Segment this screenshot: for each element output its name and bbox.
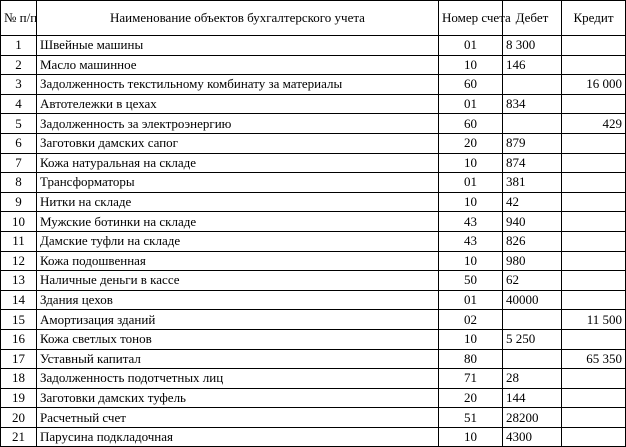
table-row: [1, 192, 626, 212]
object-name-cell: Задолженность подотчетных лиц: [37, 369, 439, 389]
debit-cell: [503, 114, 562, 134]
debit-cell: 980: [503, 251, 562, 271]
account-number-cell: 43: [439, 231, 503, 251]
account-number-cell: 10: [439, 153, 503, 173]
credit-cell: [562, 408, 626, 428]
table-row: [1, 94, 626, 114]
debit-cell: [503, 310, 562, 330]
row-number-cell: 3: [1, 75, 37, 95]
row-number-cell: 21: [1, 427, 37, 447]
credit-cell: [562, 231, 626, 251]
credit-cell: [562, 329, 626, 349]
credit-cell: [562, 36, 626, 56]
account-number-cell: 01: [439, 173, 503, 193]
account-number-cell: 20: [439, 133, 503, 153]
table-row: [1, 408, 626, 428]
table-row: [1, 173, 626, 193]
header-debit: Дебет: [503, 1, 562, 36]
debit-cell: 28200: [503, 408, 562, 428]
object-name-cell: Кожа светлых тонов: [37, 329, 439, 349]
table-row: [1, 349, 626, 369]
credit-cell: [562, 290, 626, 310]
row-number-cell: 5: [1, 114, 37, 134]
account-number-cell: 80: [439, 349, 503, 369]
row-number-cell: 20: [1, 408, 37, 428]
debit-cell: 8 300: [503, 36, 562, 56]
table-row: [1, 271, 626, 291]
account-number-cell: 10: [439, 427, 503, 447]
debit-cell: 5 250: [503, 329, 562, 349]
account-number-cell: 60: [439, 75, 503, 95]
account-number-cell: 10: [439, 329, 503, 349]
object-name-cell: Автотележки в цехах: [37, 94, 439, 114]
row-number-cell: 6: [1, 133, 37, 153]
row-number-cell: 19: [1, 388, 37, 408]
account-number-cell: 10: [439, 55, 503, 75]
debit-cell: 874: [503, 153, 562, 173]
debit-cell: 879: [503, 133, 562, 153]
credit-cell: [562, 251, 626, 271]
credit-cell: [562, 427, 626, 447]
credit-cell: [562, 133, 626, 153]
credit-cell: 429: [562, 114, 626, 134]
account-number-cell: 71: [439, 369, 503, 389]
object-name-cell: Дамские туфли на складе: [37, 231, 439, 251]
credit-cell: [562, 173, 626, 193]
table-row: [1, 212, 626, 232]
account-number-cell: 01: [439, 36, 503, 56]
debit-cell: 40000: [503, 290, 562, 310]
debit-cell: 940: [503, 212, 562, 232]
object-name-cell: Амортизация зданий: [37, 310, 439, 330]
debit-cell: 381: [503, 173, 562, 193]
row-number-cell: 14: [1, 290, 37, 310]
debit-cell: 826: [503, 231, 562, 251]
table-header-row: [1, 1, 626, 36]
object-name-cell: Масло машинное: [37, 55, 439, 75]
credit-cell: [562, 192, 626, 212]
account-number-cell: 01: [439, 94, 503, 114]
debit-cell: 146: [503, 55, 562, 75]
row-number-cell: 18: [1, 369, 37, 389]
debit-cell: 834: [503, 94, 562, 114]
credit-cell: [562, 212, 626, 232]
debit-cell: 42: [503, 192, 562, 212]
account-number-cell: 60: [439, 114, 503, 134]
debit-cell: 144: [503, 388, 562, 408]
account-number-cell: 10: [439, 251, 503, 271]
object-name-cell: Мужские ботинки на складе: [37, 212, 439, 232]
object-name-cell: Швейные машины: [37, 36, 439, 56]
row-number-cell: 9: [1, 192, 37, 212]
table-row: [1, 329, 626, 349]
credit-cell: 16 000: [562, 75, 626, 95]
object-name-cell: Расчетный счет: [37, 408, 439, 428]
row-number-cell: 16: [1, 329, 37, 349]
row-number-cell: 11: [1, 231, 37, 251]
object-name-cell: Заготовки дамских туфель: [37, 388, 439, 408]
table-row: [1, 427, 626, 447]
object-name-cell: Парусина подкладочная: [37, 427, 439, 447]
table-row: [1, 290, 626, 310]
debit-cell: 28: [503, 369, 562, 389]
header-credit: Кредит: [562, 1, 626, 36]
debit-cell: [503, 349, 562, 369]
object-name-cell: Заготовки дамских сапог: [37, 133, 439, 153]
table-row: [1, 114, 626, 134]
header-object-name: Наименование объектов бухгалтерского учета: [37, 1, 439, 36]
row-number-cell: 13: [1, 271, 37, 291]
table-body: [1, 36, 626, 447]
row-number-cell: 4: [1, 94, 37, 114]
object-name-cell: Уставный капитал: [37, 349, 439, 369]
account-number-cell: 51: [439, 408, 503, 428]
header-account-number: Номер счета: [439, 1, 503, 36]
credit-cell: [562, 153, 626, 173]
row-number-cell: 8: [1, 173, 37, 193]
table-row: [1, 36, 626, 56]
table-row: [1, 133, 626, 153]
credit-cell: [562, 271, 626, 291]
account-number-cell: 02: [439, 310, 503, 330]
table-row: [1, 75, 626, 95]
table-row: [1, 153, 626, 173]
account-number-cell: 01: [439, 290, 503, 310]
row-number-cell: 7: [1, 153, 37, 173]
object-name-cell: Кожа натуральная на складе: [37, 153, 439, 173]
account-number-cell: 10: [439, 192, 503, 212]
account-number-cell: 20: [439, 388, 503, 408]
object-name-cell: Трансформаторы: [37, 173, 439, 193]
credit-cell: [562, 94, 626, 114]
table-row: [1, 369, 626, 389]
credit-cell: [562, 55, 626, 75]
credit-cell: 11 500: [562, 310, 626, 330]
credit-cell: [562, 388, 626, 408]
table-row: [1, 55, 626, 75]
table-row: [1, 231, 626, 251]
row-number-cell: 17: [1, 349, 37, 369]
row-number-cell: 2: [1, 55, 37, 75]
object-name-cell: Здания цехов: [37, 290, 439, 310]
account-number-cell: 50: [439, 271, 503, 291]
row-number-cell: 10: [1, 212, 37, 232]
row-number-cell: 15: [1, 310, 37, 330]
table-row: [1, 388, 626, 408]
table-row: [1, 310, 626, 330]
account-number-cell: 43: [439, 212, 503, 232]
object-name-cell: Наличные деньги в кассе: [37, 271, 439, 291]
object-name-cell: Нитки на складе: [37, 192, 439, 212]
object-name-cell: Кожа подошвенная: [37, 251, 439, 271]
debit-cell: 4300: [503, 427, 562, 447]
object-name-cell: Задолженность за электроэнергию: [37, 114, 439, 134]
debit-cell: [503, 75, 562, 95]
row-number-cell: 12: [1, 251, 37, 271]
header-number: № п/п: [1, 1, 37, 36]
credit-cell: [562, 369, 626, 389]
table-row: [1, 251, 626, 271]
debit-cell: 62: [503, 271, 562, 291]
object-name-cell: Задолженность текстильному комбинату за материалы: [37, 75, 439, 95]
credit-cell: 65 350: [562, 349, 626, 369]
row-number-cell: 1: [1, 36, 37, 56]
